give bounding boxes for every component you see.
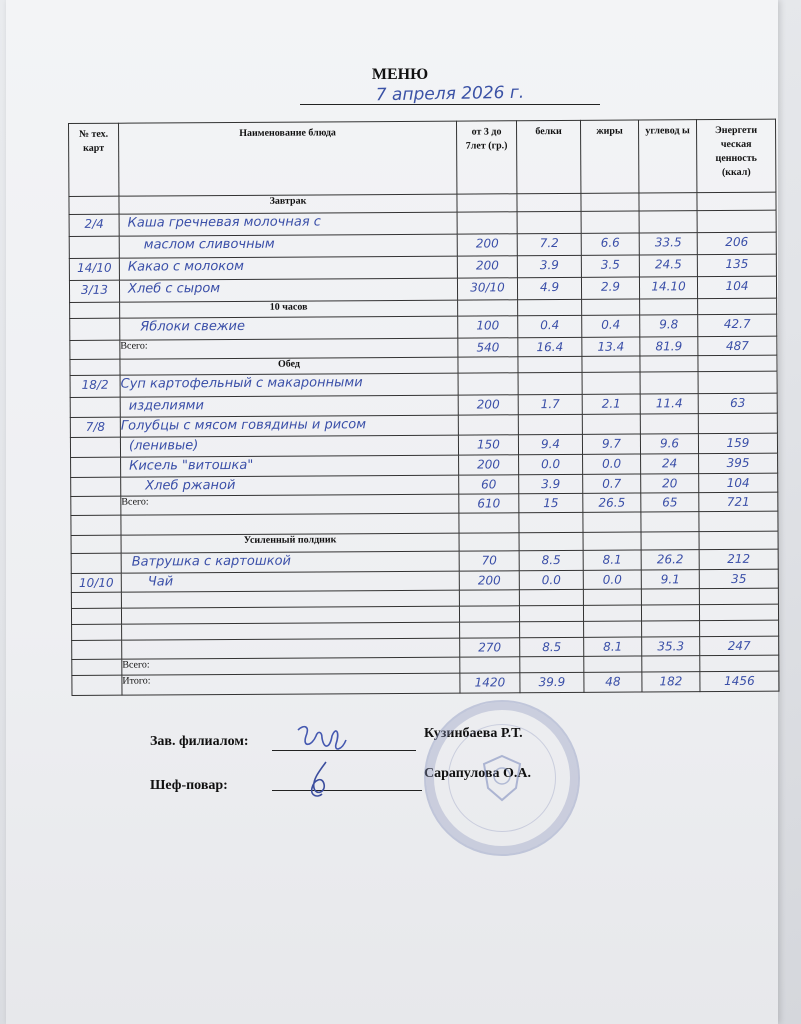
portion-value: 30/10: [470, 280, 505, 295]
protein-value: 3.9: [541, 476, 561, 492]
dish-name: Чай: [147, 574, 174, 590]
fat-value: 2.1: [601, 396, 621, 411]
protein-value: 0.0: [541, 457, 561, 472]
header-carbs: углевод ы: [638, 120, 696, 193]
fat-value: 2.9: [600, 279, 621, 294]
table-header-row: [69, 119, 776, 196]
dish-name-cont: изделиями: [128, 398, 204, 414]
fat-value: 8.1: [602, 552, 622, 567]
portion-value: 540: [476, 340, 500, 355]
energy-value: 135: [725, 256, 749, 271]
energy-value: 35: [731, 571, 747, 586]
portion-value: 70: [481, 553, 497, 568]
dish-name: Какао с молоком: [127, 258, 244, 275]
protein-value: 8.5: [541, 552, 561, 568]
manager-signature: [292, 722, 352, 756]
carbs-value: 9.1: [660, 572, 680, 587]
dish-name: Голубцы с мясом говядины и рисом: [120, 417, 367, 434]
menu-date: 7 апреля 2026 г.: [375, 82, 525, 106]
portion-value: 150: [476, 437, 500, 452]
carbs-value: 35.3: [657, 639, 685, 654]
portion-value: 610: [477, 496, 501, 511]
protein-value: 3.9: [539, 258, 559, 273]
fat-value: 0.7: [602, 476, 622, 491]
header-protein: белки: [516, 120, 580, 193]
energy-value: 212: [727, 551, 751, 566]
portion-value: 270: [478, 640, 502, 655]
fat-value: 26.5: [598, 495, 626, 510]
section-snack: Усиленный полдник: [121, 533, 459, 553]
dish-name: Суп картофельный с макаронными: [120, 375, 363, 392]
section-ten: 10 часов: [120, 300, 458, 318]
fat-value: 0.0: [602, 572, 622, 587]
date-underline: [300, 104, 600, 105]
protein-value: 9.4: [540, 437, 561, 452]
energy-value: 487: [725, 338, 749, 353]
row-num: 14/10: [77, 260, 112, 275]
total-label: Всего:: [122, 657, 460, 675]
section-lunch: Обед: [120, 357, 458, 375]
fat-value: 0.0: [602, 456, 622, 471]
manager-label: Зав. филиалом:: [150, 734, 249, 749]
row-num: 2/4: [84, 216, 104, 231]
dish-name: Ватрушка с картошкой: [131, 553, 292, 570]
energy-value: 159: [726, 435, 750, 450]
carbs-value: 20: [662, 476, 678, 491]
protein-value: 4.9: [539, 280, 560, 295]
dish-name: Кисель "витошка": [129, 457, 254, 474]
energy-value: 63: [730, 395, 746, 410]
protein-value: 8.5: [542, 639, 562, 655]
dish-name: Каша гречневая молочная с: [127, 214, 321, 231]
carbs-value: 65: [662, 495, 678, 510]
row-num: 3/13: [80, 282, 109, 297]
fat-value: 6.6: [600, 235, 620, 250]
section-breakfast: Завтрак: [119, 194, 457, 214]
protein-value: 1.7: [540, 397, 560, 412]
fat-value: 3.5: [600, 257, 620, 272]
fat-value: 0.4: [601, 317, 621, 332]
header-name: Наименование блюда: [119, 121, 457, 196]
chef-signature: [300, 758, 340, 800]
portion-value: 200: [475, 258, 499, 273]
protein-value: 16.4: [536, 339, 564, 355]
fat-value: 13.4: [597, 339, 625, 354]
protein-value: 39.9: [538, 674, 566, 690]
official-seal: [424, 700, 580, 856]
protein-value: 0.4: [540, 318, 560, 333]
protein-value: 0.0: [541, 572, 561, 588]
dish-name: Хлеб с сыром: [127, 281, 221, 297]
dish-name: Яблоки свежие: [140, 318, 246, 335]
dish-name-cont: (ленивые): [128, 438, 199, 454]
portion-value: 200: [477, 457, 501, 472]
portion-value: 200: [475, 236, 499, 251]
row-num: 10/10: [78, 575, 114, 590]
carbs-value: 182: [659, 674, 683, 689]
manager-name: Кузинбаева Р.Т.: [424, 726, 523, 741]
carbs-value: 24.5: [654, 257, 682, 272]
header-energy: Энергети ческая ценность (ккал): [696, 119, 775, 192]
page-title: МЕНЮ: [371, 66, 429, 83]
energy-value: 721: [726, 494, 750, 509]
energy-value: 104: [726, 475, 750, 490]
menu-table: [68, 119, 779, 696]
carbs-value: 33.5: [654, 235, 682, 250]
fat-value: 8.1: [603, 639, 623, 654]
protein-value: 7.2: [539, 236, 559, 251]
portion-value: 60: [481, 477, 497, 492]
fat-value: 9.7: [601, 436, 622, 451]
carbs-value: 9.6: [659, 436, 680, 451]
carbs-value: 11.4: [655, 396, 683, 411]
dish-name-cont: маслом сливочным: [143, 236, 275, 253]
row-num: 7/8: [85, 419, 106, 434]
grand-total-label: Итого:: [122, 673, 460, 695]
portion-value: 200: [476, 397, 500, 412]
carbs-value: 24: [661, 456, 678, 471]
carbs-value: 81.9: [655, 339, 683, 354]
portion-value: 1420: [474, 675, 506, 690]
grand-total-row: [72, 671, 779, 695]
energy-value: 104: [725, 278, 749, 293]
portion-value: 100: [476, 318, 500, 333]
energy-value: 247: [727, 638, 751, 653]
fat-value: 48: [605, 674, 621, 689]
header-portion: от 3 до 7лет (гр.): [456, 121, 516, 194]
energy-value: 42.7: [723, 316, 751, 331]
portion-value: 200: [477, 573, 501, 588]
total-label: Всего:: [121, 494, 459, 515]
energy-value: 1456: [724, 673, 755, 689]
chef-signature-line: [272, 790, 422, 791]
protein-value: 15: [543, 496, 559, 511]
chef-label: Шеф-повар:: [150, 778, 228, 793]
energy-value: 395: [726, 455, 750, 470]
header-num: № тех. карт: [69, 123, 119, 196]
carbs-value: 14.10: [651, 279, 686, 294]
energy-value: 206: [725, 234, 749, 249]
total-label: Всего:: [120, 338, 458, 359]
carbs-value: 26.2: [656, 552, 684, 567]
carbs-value: 9.8: [659, 317, 679, 332]
header-fat: жиры: [580, 120, 638, 193]
row-num: 18/2: [81, 377, 109, 392]
seal-emblem-icon: [480, 754, 524, 802]
dish-name: Хлеб ржаной: [145, 477, 236, 494]
chef-name: Сарапулова О.А.: [424, 766, 531, 781]
